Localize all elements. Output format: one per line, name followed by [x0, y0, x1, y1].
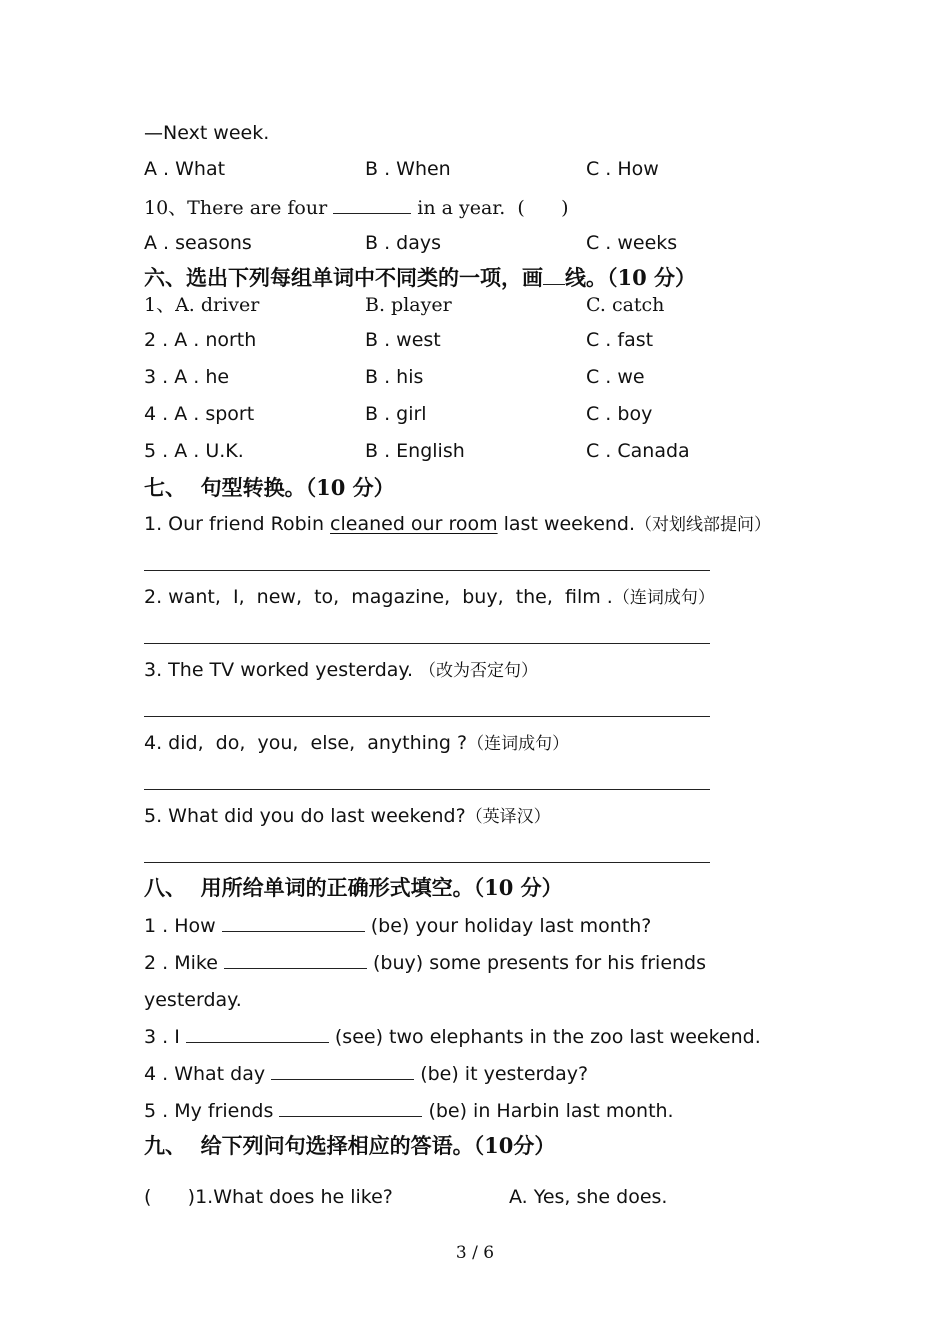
s8-item3-pre: 3 . I: [144, 1026, 186, 1048]
s7-q4-note: （连词成句）: [467, 734, 570, 754]
s8-item2-blank[interactable]: [224, 950, 367, 969]
s6-row4-a: 4 . A . sport: [144, 403, 255, 425]
s8-item4-pre: 4 . What day: [144, 1063, 272, 1085]
s6-row5-c: C . Canada: [586, 440, 690, 462]
s8-item5: [144, 1098, 674, 1123]
s9-q1-question: ( )1.What does he like?: [144, 1186, 393, 1208]
s8-item5-blank[interactable]: [279, 1098, 422, 1117]
s7-q1-note: （对划线部提问）: [635, 515, 772, 535]
s6-row1-c: C. catch: [586, 294, 665, 316]
s7-q1-post: last weekend.: [497, 513, 636, 535]
s7-q4-text: 4. did, do, you, else, anything ?: [144, 732, 468, 754]
s7-q3: [144, 658, 538, 683]
q10-suffix: in a year. ( ): [411, 197, 569, 219]
q9-option-b: B . When: [365, 158, 451, 180]
s7-q1: [144, 512, 771, 537]
s8-item4-post: (be) it yesterday?: [414, 1063, 589, 1085]
s7-q1-underlined: cleaned our room: [330, 513, 498, 535]
s6-row3-b: B . his: [365, 366, 424, 388]
s7-q5-text: 5. What did you do last weekend?: [144, 805, 466, 827]
q9-option-a: A . What: [144, 158, 226, 180]
s6-row3-a: 3 . A . he: [144, 366, 230, 388]
q10-option-c: C . weeks: [586, 232, 678, 254]
s7-q2-text: 2. want, I, new, to, magazine, buy, the, film .: [144, 586, 613, 608]
s8-item1-post: (be) your holiday last month?: [364, 915, 652, 937]
s6-row4-c: C . boy: [586, 403, 653, 425]
s8-item4: [144, 1061, 588, 1086]
s6-row2-a: 2 . A . north: [144, 329, 257, 351]
s9-q1-answer-a: A. Yes, she does.: [509, 1186, 668, 1208]
s8-item2-continuation: yesterday.: [144, 989, 242, 1011]
s6-row1-a: 1、A. driver: [144, 294, 260, 316]
s8-item3-post: (see) two elephants in the zoo last weekend.: [328, 1026, 761, 1048]
s7-q3-note: （改为否定句）: [419, 661, 539, 681]
s6-row2-c: C . fast: [586, 329, 654, 351]
s7-q3-text: 3. The TV worked yesterday.: [144, 659, 420, 681]
s7-q1-pre: 1. Our friend Robin: [144, 513, 331, 535]
s8-item5-pre: 5 . My friends: [144, 1100, 280, 1122]
s7-q5-note: （英译汉）: [465, 807, 551, 827]
q10-option-b: B . days: [365, 232, 441, 254]
s6-row5-a: 5 . A . U.K.: [144, 440, 244, 462]
s8-item5-post: (be) in Harbin last month.: [422, 1100, 674, 1122]
s7-q5: [144, 804, 551, 829]
q10-option-a: A . seasons: [144, 232, 252, 254]
s7-q2-answer-line[interactable]: [144, 643, 710, 644]
s8-item4-blank[interactable]: [271, 1061, 414, 1080]
s8-item3-blank[interactable]: [186, 1024, 329, 1043]
s7-q4: [144, 731, 569, 756]
s6-row1-b: B. player: [365, 294, 452, 316]
s6-row3-c: C . we: [586, 366, 645, 388]
q9-answer-line: —Next week.: [144, 122, 270, 144]
section7-heading: 七、 句型转换。（10 分）: [144, 475, 395, 500]
s8-item3: [144, 1024, 761, 1049]
s8-item2: [144, 950, 706, 975]
section6-heading: [144, 266, 696, 290]
q10-blank: [333, 195, 411, 214]
s8-item1: [144, 913, 651, 938]
section6-heading-post: 线。（10 分）: [565, 265, 697, 290]
section6-heading-blank: [543, 266, 565, 285]
s8-item2-pre: 2 . Mike: [144, 952, 224, 974]
s7-q3-answer-line[interactable]: [144, 716, 710, 717]
s7-q2-note: （连词成句）: [612, 588, 715, 608]
s7-q5-answer-line[interactable]: [144, 862, 710, 863]
page-number: 3 / 6: [455, 1243, 495, 1263]
s7-q1-answer-line[interactable]: [144, 570, 710, 571]
section8-heading: 八、 用所给单词的正确形式填空。（10 分）: [144, 875, 563, 900]
q10-stem: [144, 195, 568, 220]
s8-item1-blank[interactable]: [222, 913, 365, 932]
s6-row2-b: B . west: [365, 329, 441, 351]
s8-item1-pre: 1 . How: [144, 915, 222, 937]
s8-item2-post: (buy) some presents for his friends: [366, 952, 707, 974]
q9-option-c: C . How: [586, 158, 659, 180]
q10-prefix: 10、There are four: [144, 197, 334, 219]
s7-q2: [144, 585, 715, 610]
section9-heading: 九、 给下列问句选择相应的答语。（10分）: [144, 1133, 556, 1158]
section6-heading-pre: 六、选出下列每组单词中不同类的一项，画: [144, 265, 543, 290]
s7-q4-answer-line[interactable]: [144, 789, 710, 790]
s6-row4-b: B . girl: [365, 403, 427, 425]
s6-row5-b: B . English: [365, 440, 465, 462]
